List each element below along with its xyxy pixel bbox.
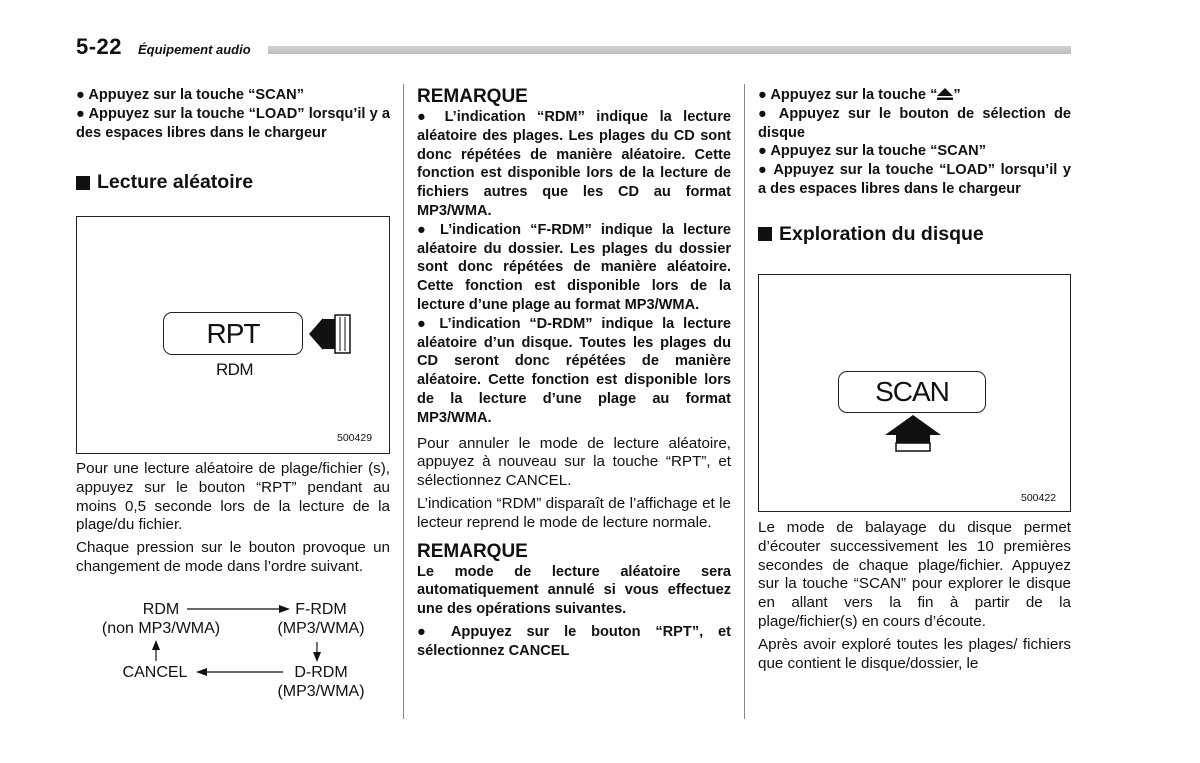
column-1 xyxy=(76,86,390,194)
mode-note: (non MP3/WMA) xyxy=(101,620,221,637)
section-heading xyxy=(758,223,1071,246)
mode-label: RDM xyxy=(142,601,180,618)
mode-d-rdm xyxy=(268,663,374,701)
body-paragraph: L’indication “RDM” disparaît de l’affichage et le lecteur reprend le mode de lecture normale. xyxy=(417,494,731,531)
column-1-text xyxy=(76,460,390,577)
section-heading xyxy=(76,171,390,194)
heading-text: Exploration du disque xyxy=(779,222,984,245)
press-arrow-left-icon xyxy=(303,305,355,363)
body-paragraph: Le mode de balayage du disque permet d’écouter successivement les 10 premières secondes de chaque plage/fichier. Appuyez sur la touche “SCAN” pour explorer le disque en allant vers la fin à partir de la plage/fichier(s) en cours d’écoute. xyxy=(758,519,1071,630)
page-number: 5-22 xyxy=(76,34,123,59)
heading-square-icon xyxy=(76,176,90,190)
figure-code: 500422 xyxy=(1021,492,1057,504)
mode-note: (MP3/WMA) xyxy=(277,620,365,637)
figure-code: 500429 xyxy=(337,432,373,444)
remark-item: ● L’indication “D-RDM” indique la lecture aléatoire d’un disque. Toutes les plages du CD seront donc répétées de manière aléatoire. Cette fonction est disponible lors de la lecture d’une plage au format MP3/WMA. xyxy=(417,315,731,426)
mode-f-rdm xyxy=(268,600,374,638)
bullet-item: ● Appuyez sur la touche “SCAN” xyxy=(76,87,305,103)
heading-text: Lecture aléatoire xyxy=(97,171,254,194)
remark-item: ● Appuyez sur le bouton “RPT”, et sélectionnez CANCEL xyxy=(417,623,731,659)
bullet-text: ” xyxy=(953,87,961,103)
figure-scan xyxy=(758,274,1071,512)
column-divider xyxy=(403,84,404,719)
press-arrow-up-icon xyxy=(883,411,943,453)
bullet-item xyxy=(758,86,1071,105)
remark-text: Le mode de lecture aléatoire sera automatiquement annulé si vous effectuez une des opérations suivantes. xyxy=(417,563,731,618)
flow-arrow-down-icon xyxy=(313,642,321,662)
mode-label: F-RDM xyxy=(295,601,347,618)
figure-rpt xyxy=(76,216,390,454)
bullet-item: ● Appuyez sur la touche “LOAD” lorsqu’il y a des espaces libres dans le chargeur xyxy=(758,162,1071,197)
section-title: Équipement audio xyxy=(138,42,251,57)
mode-label: CANCEL xyxy=(122,664,188,681)
heading-square-icon xyxy=(758,227,772,241)
body-paragraph: Pour annuler le mode de lecture aléatoire, appuyez à nouveau sur la touche “RPT”, et sélectionnez CANCEL. xyxy=(417,434,731,490)
rdm-indicator-label: RDM xyxy=(216,360,253,379)
bullet-item: ● Appuyez sur la touche “LOAD” lorsqu’il y a des espaces libres dans le chargeur xyxy=(76,105,390,141)
header-rule xyxy=(268,46,1071,54)
remark-item: ● L’indication “RDM” indique la lecture aléatoire des plages. Les plages du CD sont donc répétées de manière aléatoire. Cette fonction est disponible lors de la lecture de fichiers autres que les CD au format MP3/WMA. xyxy=(417,109,731,219)
rpt-display-button: RPT xyxy=(163,312,303,355)
body-paragraph: Après avoir exploré toutes les plages/ fichiers que contient le disque/dossier, le xyxy=(758,635,1071,672)
body-paragraph: Pour une lecture aléatoire de plage/fichier (s), appuyez sur le bouton “RPT” pendant au moins 0,5 seconde lors de la lecture de la plage/du fichier. xyxy=(76,460,390,534)
eject-icon xyxy=(937,88,953,100)
body-paragraph: Chaque pression sur le bouton provoque un changement de mode dans l’ordre suivant. xyxy=(76,539,390,575)
mode-rdm xyxy=(94,600,228,638)
column-divider xyxy=(744,84,745,719)
bullet-item: ● Appuyez sur le bouton de sélection de disque xyxy=(758,105,1071,141)
bullet-text: ● Appuyez sur la touche “ xyxy=(758,87,938,103)
mode-cancel xyxy=(112,663,198,682)
scan-display-button: SCAN xyxy=(838,371,986,413)
column-3-text xyxy=(758,519,1071,673)
bullet-item: ● Appuyez sur la touche “SCAN” xyxy=(758,143,987,160)
column-2 xyxy=(417,86,731,661)
remark-title: REMARQUE xyxy=(417,540,528,562)
remark-item: ● L’indication “F-RDM” indique la lecture aléatoire du dossier. Les plages du dossier sont donc répétées de manière aléatoire. Cette fonction est disponible lors de la lecture d’une plage au format MP3/WMA. xyxy=(417,221,731,313)
column-3 xyxy=(758,86,1071,246)
remark-title: REMARQUE xyxy=(417,86,528,107)
mode-label: D-RDM xyxy=(294,664,348,681)
flow-arrow-up-icon xyxy=(152,640,160,661)
mode-note: (MP3/WMA) xyxy=(277,683,365,700)
